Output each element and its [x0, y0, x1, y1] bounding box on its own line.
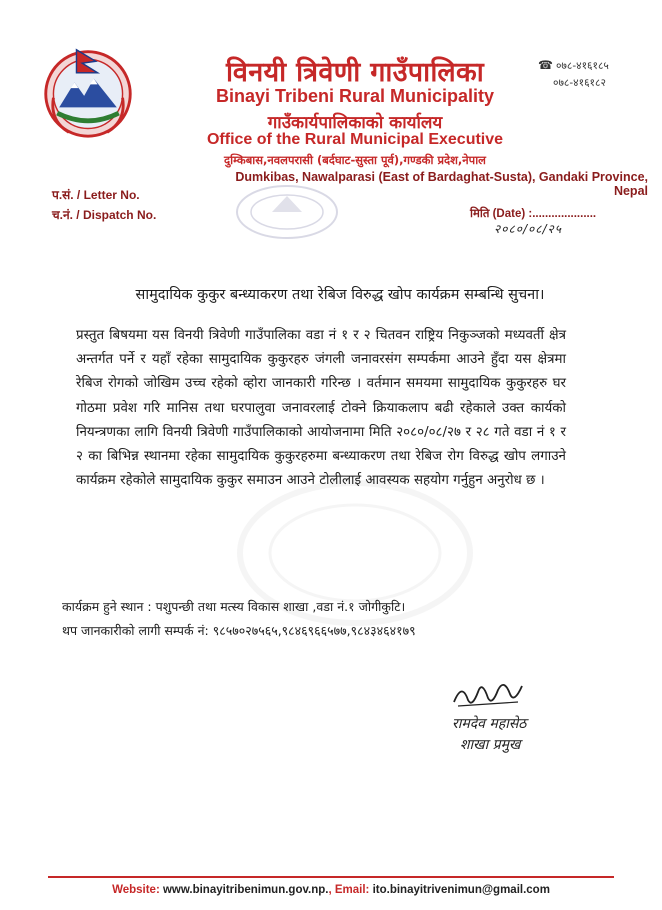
website-label: Website:	[112, 884, 160, 896]
municipality-name-nepali: विनयी त्रिवेणी गाउँपालिका	[225, 57, 485, 88]
email-link[interactable]: ito.binayitrivenimun@gmail.com	[372, 884, 550, 896]
handwritten-signature	[448, 672, 528, 714]
address-english: Dumkibas, Nawalparasi (East of Bardaghat-Susta), Gandaki Province, Nepal	[235, 170, 648, 198]
address-nepali: दुम्किबास,नवलपरासी (बर्दघाट-सुस्ता पूर्व),गण्डकी प्रदेश,नेपाल	[224, 153, 486, 167]
footer-contact	[0, 884, 662, 896]
office-stamp-watermark	[232, 182, 342, 242]
notice-subject: सामुदायिक कुकुर बन्ध्याकरण तथा रेबिज विरुद्ध खोप कार्यक्रम सम्बन्धि सुचना।	[135, 287, 545, 303]
letter-number-label: प.सं. / Letter No.	[52, 188, 140, 202]
signatory-name: रामदेव महासेठ	[452, 716, 527, 732]
telephone-icon: ☎	[538, 58, 553, 72]
website-link[interactable]: www.binayitribenimun.gov.np.	[162, 884, 329, 896]
date-label: मिति (Date) :....................	[470, 208, 597, 220]
date-value-handwritten: २०८०/०८/२५	[494, 222, 563, 236]
contact-numbers: थप जानकारीको लागी सम्पर्क नं: ९८५७०२७५६५,९८४६९६६५७७,९८४३४६४१७९	[62, 623, 416, 638]
municipality-emblem	[40, 44, 136, 140]
program-venue: कार्यक्रम हुने स्थान : पशुपन्छी तथा मत्स्य विकास शाखा ,वडा नं.१ जोगीकुटि।	[62, 599, 406, 614]
email-label: , Email:	[328, 884, 370, 896]
phone-number-1: ☎ ०७८-४१६१८५	[538, 58, 609, 72]
signatory-title: शाखा प्रमुख	[460, 737, 521, 753]
phone-number-2: ०७८-४१६१८२	[553, 77, 606, 89]
municipality-name-english: Binayi Tribeni Rural Municipality	[215, 86, 495, 106]
dispatch-number-label: च.नं. / Dispatch No.	[52, 208, 157, 222]
notice-body: प्रस्तुत बिषयमा यस विनयी त्रिवेणी गाउँपालिका वडा नं १ र २ चितवन राष्ट्रिय निकुञ्जको मध्यवर्ती क्षेत्र अन्तर्गत पर्ने र यहाँ रहेका सामुदायिक कुकुरहरु जंगली जनावरसंग सम्पर्कमा आउने हुँदा यस क्षेत्रमा रेबिज रोगको जोखिम उच्च रहेको व्होरा जानकारी गरिन्छ । वर्तमान समयमा सामुदायिक कुकुरहरु घर गोठमा प्रवेश गरि मानिस तथा घरपालुवा जनावरलाई टोक्ने क्रियाकलाप बढी रहेकाले उक्त कार्यको नियन्त्रणका लागि विनयी त्रिवेणी गाउँपालिकाको आयोजनामा मिति २०८०/०८/२७ र २८ गते वडा नं १ र २ का बिभिन्न स्थानमा रहेका सामुदायिक कुकुरहरुमा बन्ध्याकरण तथा रेबिज रोग विरुद्ध खोप लगाउने कार्यक्रम रहेकोले सामुदायिक कुकुर समाउन आउने टोलीलाई आवस्यक सहयोग गर्नुहुन अनुरोध छ ।	[76, 328, 566, 489]
office-name-english: Office of the Rural Municipal Executive	[206, 131, 504, 148]
office-name-nepali: गाउँकार्यपालिकाको कार्यालय	[267, 113, 443, 133]
footer-divider	[48, 876, 614, 878]
